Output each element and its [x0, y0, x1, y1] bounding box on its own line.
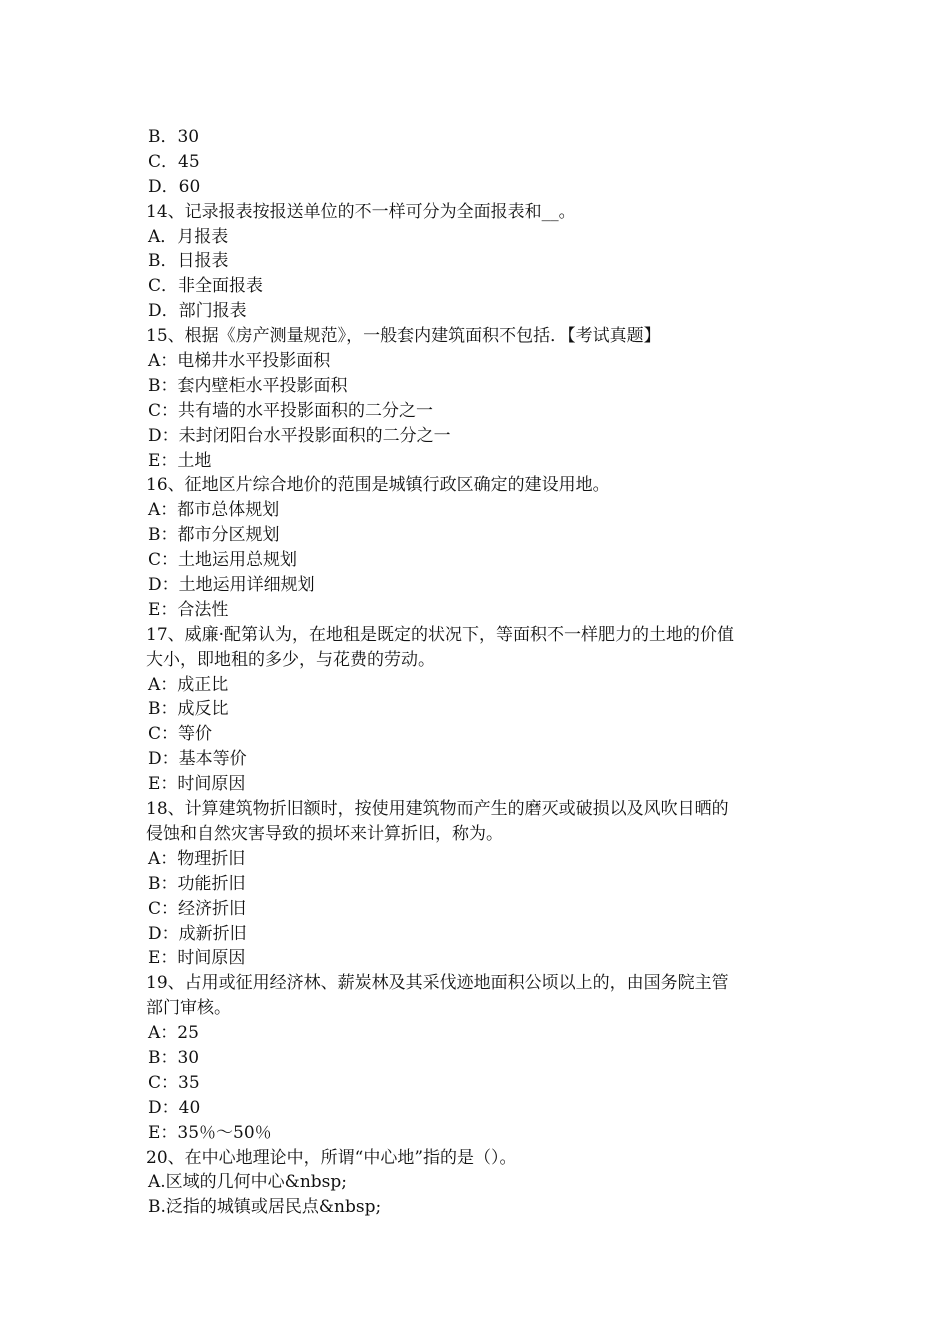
option-line: B：功能折旧: [148, 873, 246, 894]
option-line: C．45: [148, 151, 200, 172]
option-line: A：成正比: [148, 674, 229, 695]
question-line: 20、在中心地理论中，所谓“中心地”指的是（）。: [146, 1147, 517, 1168]
question-line: 16、征地区片综合地价的范围是城镇行政区确定的建设用地。: [146, 475, 610, 496]
option-line: E：土地: [148, 450, 212, 471]
option-line: C：共有墙的水平投影面积的二分之一: [148, 400, 434, 421]
option-line: C．非全面报表: [148, 276, 264, 297]
option-line: A.区域的几何中心&nbsp;: [148, 1172, 347, 1193]
question-line: 19、占用或征用经济林、薪炭林及其采伐迹地面积公顷以上的，由国务院主管: [146, 973, 729, 994]
option-line: A：电梯井水平投影面积: [148, 351, 331, 372]
option-line: C：经济折旧: [148, 898, 247, 919]
option-line: A：都市总体规划: [148, 500, 280, 521]
question-line: 15、根据《房产测量规范》，一般套内建筑面积不包括．【考试真题】: [146, 326, 661, 347]
option-line: B：30: [148, 1047, 200, 1068]
question-line: 大小，即地租的多少，与花费的劳动。: [146, 649, 435, 670]
option-line: D：土地运用详细规划: [148, 575, 315, 596]
option-line: B：成反比: [148, 699, 229, 720]
option-line: D：40: [148, 1097, 201, 1118]
option-line: C：土地运用总规划: [148, 550, 298, 571]
option-line: A：25: [148, 1023, 199, 1044]
question-line: 18、计算建筑物折旧额时，按使用建筑物而产生的磨灭或破损以及风吹日晒的: [146, 799, 729, 820]
option-line: D：基本等价: [148, 749, 247, 770]
option-line: E：时间原因: [148, 948, 246, 969]
option-line: B．日报表: [148, 251, 229, 272]
option-line: D．60: [148, 176, 201, 197]
option-line: D：成新折旧: [148, 923, 247, 944]
option-line: E：35％～50％: [148, 1122, 272, 1143]
option-line: E：时间原因: [148, 774, 246, 795]
option-line: A．月报表: [148, 226, 229, 247]
question-line: 部门审核。: [146, 998, 231, 1019]
option-line: D：未封闭阳台水平投影面积的二分之一: [148, 425, 451, 446]
option-line: C：35: [148, 1072, 200, 1093]
option-line: D．部门报表: [148, 301, 247, 322]
option-line: B.泛指的城镇或居民点&nbsp;: [148, 1197, 382, 1218]
option-line: A：物理折旧: [148, 848, 246, 869]
question-line: 14、记录报表按报送单位的不一样可分为全面报表和__。: [146, 201, 576, 222]
option-line: E：合法性: [148, 599, 229, 620]
option-line: B：都市分区规划: [148, 525, 280, 546]
document-body: [146, 125, 826, 1220]
option-line: B．30: [148, 127, 200, 147]
option-line: B：套内壁柜水平投影面积: [148, 375, 348, 396]
question-line: 17、威廉·配第认为，在地租是既定的状况下，等面积不一样肥力的土地的价值: [146, 624, 735, 645]
question-line: 侵蚀和自然灾害导致的损坏来计算折旧，称为。: [146, 823, 503, 844]
option-line: C：等价: [148, 724, 213, 745]
